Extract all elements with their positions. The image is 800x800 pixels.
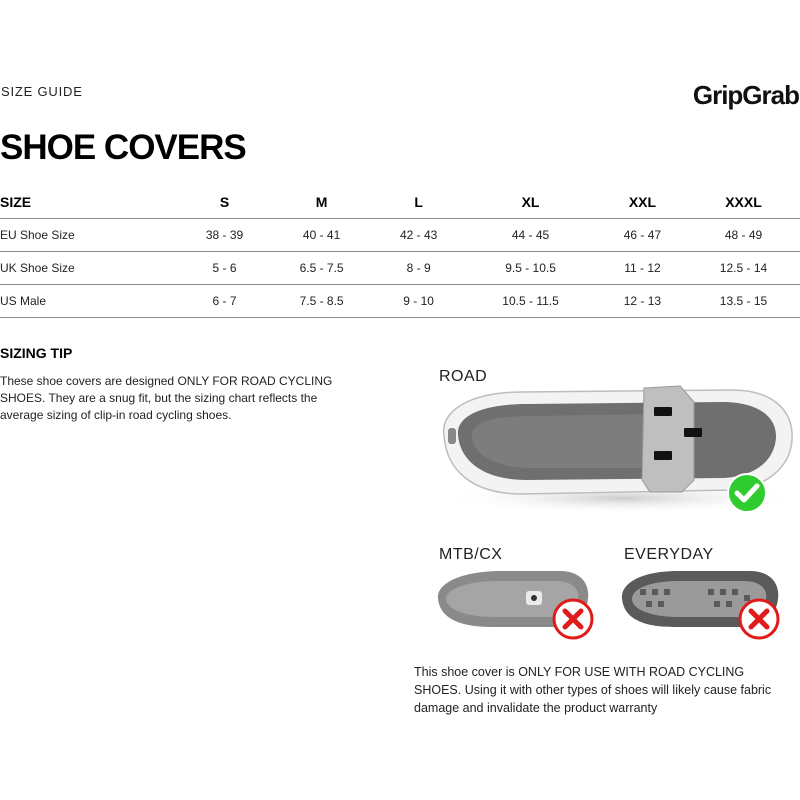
column-header: S [180, 186, 269, 219]
table-row [0, 252, 800, 285]
table-cell: 7.5 - 8.5 [269, 285, 374, 318]
table-cell: 9 - 10 [374, 285, 463, 318]
column-header: XXL [598, 186, 687, 219]
size-table [0, 186, 800, 318]
table-cell: 5 - 6 [180, 252, 269, 285]
column-header: XL [463, 186, 598, 219]
warranty-warning-text: This shoe cover is ONLY FOR USE WITH ROAD CYCLING SHOES. Using it with other types of shoes will likely cause fabric damage and invalidate the product warranty [414, 665, 772, 715]
check-icon [726, 472, 768, 514]
table-cell: 8 - 9 [374, 252, 463, 285]
table-header-row [0, 186, 800, 219]
table-cell: 38 - 39 [180, 219, 269, 252]
table-row [0, 219, 800, 252]
table-cell: 10.5 - 11.5 [463, 285, 598, 318]
table-cell: 46 - 47 [598, 219, 687, 252]
row-label: EU Shoe Size [0, 219, 180, 252]
table-cell: 48 - 49 [687, 219, 800, 252]
mtb-shoe-label: MTB/CX [439, 546, 503, 563]
column-header: XXXL [687, 186, 800, 219]
page-title: SHOE COVERS [0, 128, 246, 167]
road-shoe-label: ROAD [439, 368, 488, 385]
sizing-tip-title: SIZING TIP [0, 345, 73, 361]
column-header: M [269, 186, 374, 219]
brand-logo: GripGrab [692, 80, 799, 110]
table-cell: 12.5 - 14 [687, 252, 800, 285]
table-cell: 44 - 45 [463, 219, 598, 252]
everyday-shoe-label: EVERYDAY [624, 546, 714, 563]
table-cell: 9.5 - 10.5 [463, 252, 598, 285]
cross-icon [551, 597, 595, 641]
row-label: US Male [0, 285, 180, 318]
table-cell: 6 - 7 [180, 285, 269, 318]
table-cell: 40 - 41 [269, 219, 374, 252]
column-header: SIZE [0, 186, 180, 219]
row-label: UK Shoe Size [0, 252, 180, 285]
table-cell: 12 - 13 [598, 285, 687, 318]
table-cell: 6.5 - 7.5 [269, 252, 374, 285]
table-cell: 42 - 43 [374, 219, 463, 252]
table-cell: 13.5 - 15 [687, 285, 800, 318]
cross-icon [737, 597, 781, 641]
table-cell: 11 - 12 [598, 252, 687, 285]
size-guide-label: SIZE GUIDE [1, 84, 83, 99]
sizing-tip-text: These shoe covers are designed ONLY FOR ROAD CYCLING SHOES. They are a snug fit, but the sizing chart reflects the average sizing of clip-in road cycling shoes. [0, 374, 333, 422]
column-header: L [374, 186, 463, 219]
table-row [0, 285, 800, 318]
